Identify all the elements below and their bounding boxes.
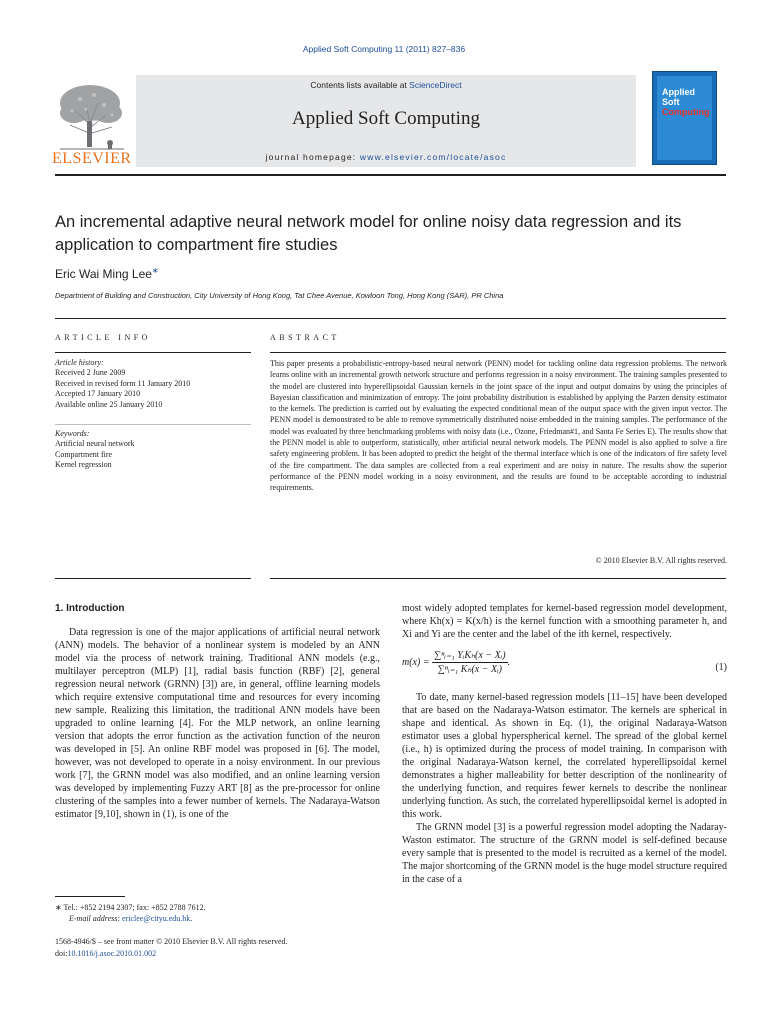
abstract-heading: ABSTRACT: [270, 333, 340, 342]
footnote-rule: [55, 896, 125, 897]
equation-tail: .: [507, 656, 511, 668]
keywords: [55, 429, 135, 471]
sciencedirect-link[interactable]: ScienceDirect: [409, 80, 462, 90]
author-name: Eric Wai Ming Lee: [55, 267, 152, 281]
body-column-left: [55, 602, 380, 821]
equation-denominator: ∑ⁿᵢ₌₁ Kₕ(x − Xᵢ): [437, 664, 503, 675]
history-item: Available online 25 January 2010: [55, 399, 163, 409]
contents-line: [136, 80, 636, 90]
article-info-rule: [55, 352, 251, 353]
footnote: [55, 902, 206, 924]
keyword-item: Kernel regression: [55, 460, 112, 470]
history-heading: Article history:: [55, 358, 104, 367]
paragraph: Data regression is one of the major applications of artificial neural network (ANN) models. The behavior of a nonlinear system is modeled by an ANN model via the process of network training. Traditional ANN models (e.g., multilayer perceptron (MLP) [1], radial basis function (RBF) [2], general regression neural network (GRNN) [3]) are, in general, offline learning models which require extensive computational time and resources for every incoming new sample. Realizing this limitation, the traditional ANN models have been upgraded to online learning [4]. For the MLP network, an online learning version that adopts the error function as the activation function of the neuron was developed in [5]. An online RBF model was proposed in [6]. The model, however, was not developed to operate in a noisy environment. In our previous work [7], the GRNN model was also modified, and an online learning version was developed by implementing Fuzzy ART [8] as the pre-processor for online clustering of the samples into a fewer number of kernels. The Nadaraya-Watson estimator [9,10], shown in (1), is one of the: [55, 627, 380, 820]
abstract-text: This paper presents a probabilistic-entropy-based neural network (PENN) model for tackling online data regression problems. The network learns online with an incremental growth network structure and performs regression in a noisy environment. The training samples presented to the model are clustered into hyperellipsoidal Gaussian kernels in the joint space of the input and output domains by using the principles of Bayesian classification and minimization of entropy. The joint probability distribution is established by applying the Parzen density estimator to the kernels. The prediction is carried out by evaluating the expected conditional mean of the output space with the given input vector. The PENN model is demonstrated to be able to remove symmetrically distributed noise embedded in the training samples. The performance of the model was evaluated by three benchmarking problems with noisy data (i.e., Ozone, Friedman#1, and Santa Fe Series E). The results show that the PENN model is able to outperform, statistically, other artificial neural network models. The PENN model is also applied to solve a fire safety engineering problem. It has been adopted to predict the height of the thermal interface which is one of the indicators of fire safety level of the fire compartment. The data samples are collected from a real experiment and are noisy in nature. The results show the superior performance of the PENN model working in a noisy environment, and the results are found to be acceptable according to industrial requirements.: [270, 359, 727, 493]
footnote-tel: Tel.: +852 2194 2307; fax: +852 2788 7612.: [61, 903, 206, 912]
history-item: Received in revised form 11 January 2010: [55, 378, 191, 388]
cover-line-1: Applied: [662, 87, 695, 97]
homepage-link[interactable]: www.elsevier.com/locate/asoc: [359, 152, 507, 162]
homepage-prefix: journal homepage:: [265, 152, 360, 162]
history-item: Received 2 June 2009: [55, 368, 126, 378]
article-history: [55, 358, 190, 410]
cover-title: [662, 87, 710, 117]
doi-link[interactable]: 10.1016/j.asoc.2010.01.002: [67, 948, 157, 958]
copyright-line: © 2010 Elsevier B.V. All rights reserved.: [595, 556, 727, 565]
keyword-item: Compartment fire: [55, 449, 113, 459]
doi-line: [55, 948, 288, 960]
equation-lhs: m(x) =: [402, 656, 430, 668]
history-item: Accepted 17 January 2010: [55, 389, 141, 399]
cover-line-2: Soft: [662, 97, 680, 107]
keyword-item: Artificial neural network: [55, 439, 135, 449]
homepage-line: [136, 152, 636, 162]
equation-fraction: [432, 649, 508, 676]
abstract-bottom-rule: [270, 578, 726, 579]
keywords-heading: Keywords:: [55, 429, 90, 438]
contents-prefix: Contents lists available at: [310, 80, 410, 90]
cover-line-3: Computing: [662, 107, 710, 117]
journal-name: Applied Soft Computing: [292, 108, 480, 129]
email-link[interactable]: ericlee@cityu.edu.hk: [122, 914, 191, 923]
paper-title: An incremental adaptive neural network model for online noisy data regression and its application to compartment fire studies: [55, 213, 682, 254]
paragraph: To date, many kernel-based regression models [11–15] have been developed that are based on the Nadaraya-Watson estimator. The kernels are spherical in shape and identical. As shown in Eq. (1), the original Nadaraya-Watson estimator uses a global hyperspherical kernel. The spread of the global kernel (i.e., h) is optimized during the process of model training. In comparison with the original Nadaraya-Watson kernel, the correlated hyperellipsoidal kernel demonstrates a higher malleability for better description of the nonlinearity of the underlying function, and requires fewer kernels to describe the nonlinear underlying function. As such, the correlated hyperellipsoidal kernel is adopted in this work.: [402, 692, 727, 820]
body-column-right: [402, 602, 727, 886]
elsevier-wordmark: ELSEVIER: [52, 150, 132, 167]
article-info-heading: ARTICLE INFO: [55, 333, 151, 342]
title-divider: [55, 318, 726, 319]
article-info-bottom-rule: [55, 578, 251, 579]
equation-numerator: ∑ⁿᵢ₌₁ YᵢKₕ(x − Xᵢ): [434, 650, 506, 661]
paragraph: most widely adopted templates for kernel-based regression model development, where Kh(x) = K(x/h) is the kernel function with a smoothing parameter h, and Xi and Yi are the center and the label of the ith kernel, respectively.: [402, 603, 727, 640]
author-footnote-mark[interactable]: ∗: [151, 266, 159, 275]
abstract-rule: [270, 352, 726, 353]
author-line: [55, 266, 159, 281]
email-label: E-mail address:: [69, 914, 123, 923]
issn-line: 1568-4946/$ – see front matter © 2010 Elsevier B.V. All rights reserved.: [55, 937, 288, 946]
header-divider: [55, 174, 726, 176]
equation-number: (1): [715, 662, 727, 673]
email-tail: .: [190, 914, 193, 923]
equation-expression: [402, 649, 510, 676]
front-matter: [55, 936, 288, 959]
doi-label: doi:: [55, 948, 68, 958]
history-keywords-rule: [55, 424, 251, 425]
section-heading: 1. Introduction: [55, 603, 125, 614]
journal-reference-link[interactable]: Applied Soft Computing 11 (2011) 827–836: [302, 44, 466, 54]
affiliation: Department of Building and Construction, City University of Hong Kong, Tat Chee Avenue, Kowloon Tong, Hong Kong (SAR), PR China: [55, 291, 504, 300]
equation-1: [402, 649, 727, 687]
paragraph: The GRNN model [3] is a powerful regression model adopting the Nadaray-Waston estimator. The structure of the GRNN model is self-defined because every sample that is presented to the model is recruited as a kernel of the model. The major shortcoming of the GRNN model is the huge model structure required in the case of a: [402, 822, 727, 885]
footnote-contact: [55, 902, 206, 913]
footnote-email-line: [55, 913, 206, 924]
journal-cover-image: [652, 71, 717, 165]
footnote-mark: ∗: [55, 903, 62, 912]
